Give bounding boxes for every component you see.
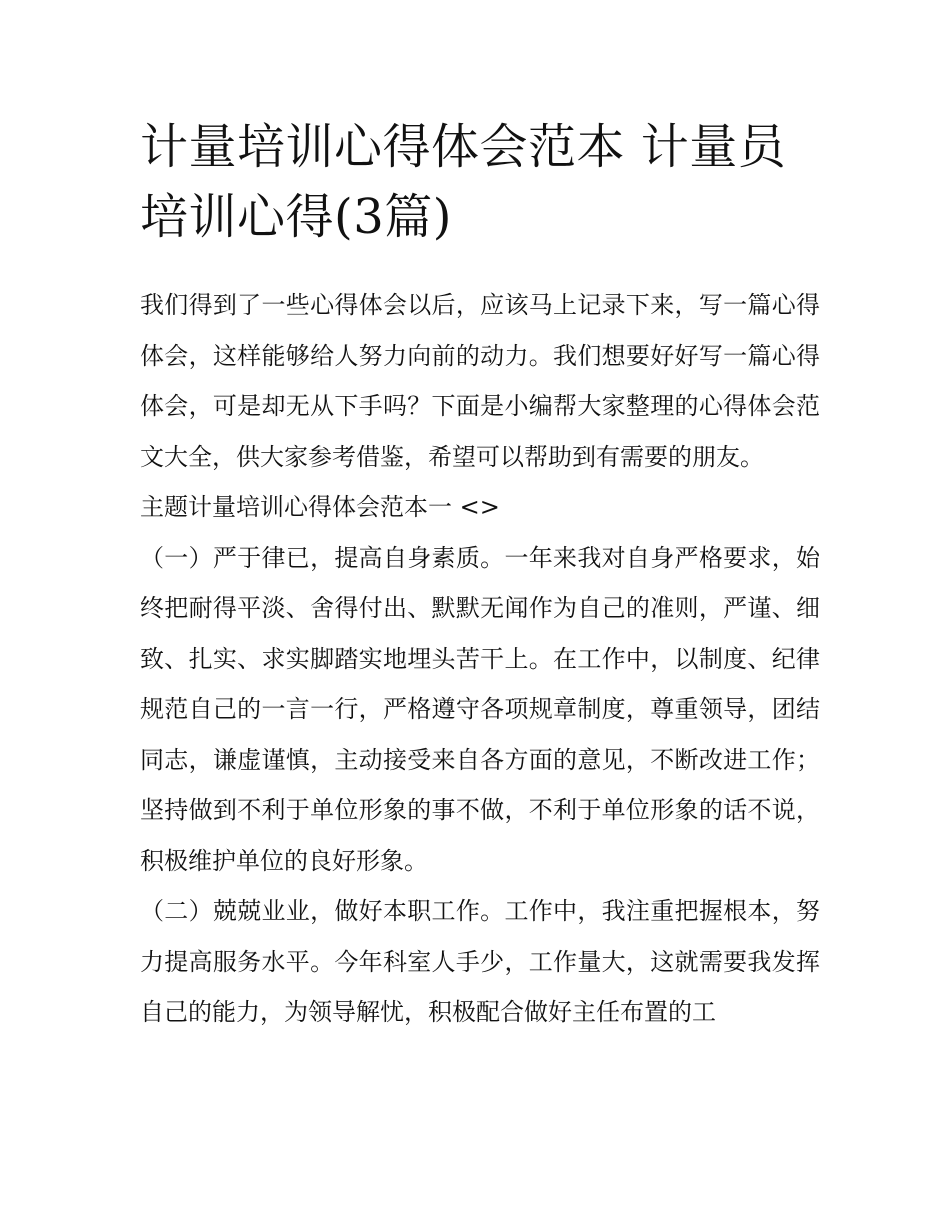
body-paragraph-2: （二）兢兢业业，做好本职工作。工作中，我注重把握根本，努力提高服务水平。今年科室人手少，工作量大，这就需要我发挥自己的能力，为领导解忧，积极配合做好主任布置的工	[140, 897, 820, 1026]
document-title: 计量培训心得体会范本 计量员培训心得(3篇)	[140, 119, 787, 245]
body-paragraph-1: （一）严于律已，提高自身素质。一年来我对自身严格要求，始终把耐得平淡、舍得付出、默默无闻作为自己的准则，严谨、细致、扎实、求实脚踏实地埋头苦干上。在工作中，以制度、纪律规范自己的一言一行，严格遵守各项规章制度，尊重领导，团结同志，谦虚谨慎，主动接受来自各方面的意见，不断改进工作；坚持做到不利于单位形象的事不做，不利于单位形象的话不说，积极维护单位的良好形象。	[140, 543, 820, 875]
intro-paragraph: 我们得到了一些心得体会以后，应该马上记录下来，写一篇心得体会，这样能够给人努力向前的动力。我们想要好好写一篇心得体会，可是却无从下手吗？下面是小编帮大家整理的心得体会范文大全，供大家参考借鉴，希望可以帮助到有需要的朋友。	[140, 291, 820, 471]
document-body	[140, 112, 820, 1038]
section-heading: 主题计量培训心得体会范本一 <>	[140, 493, 500, 521]
